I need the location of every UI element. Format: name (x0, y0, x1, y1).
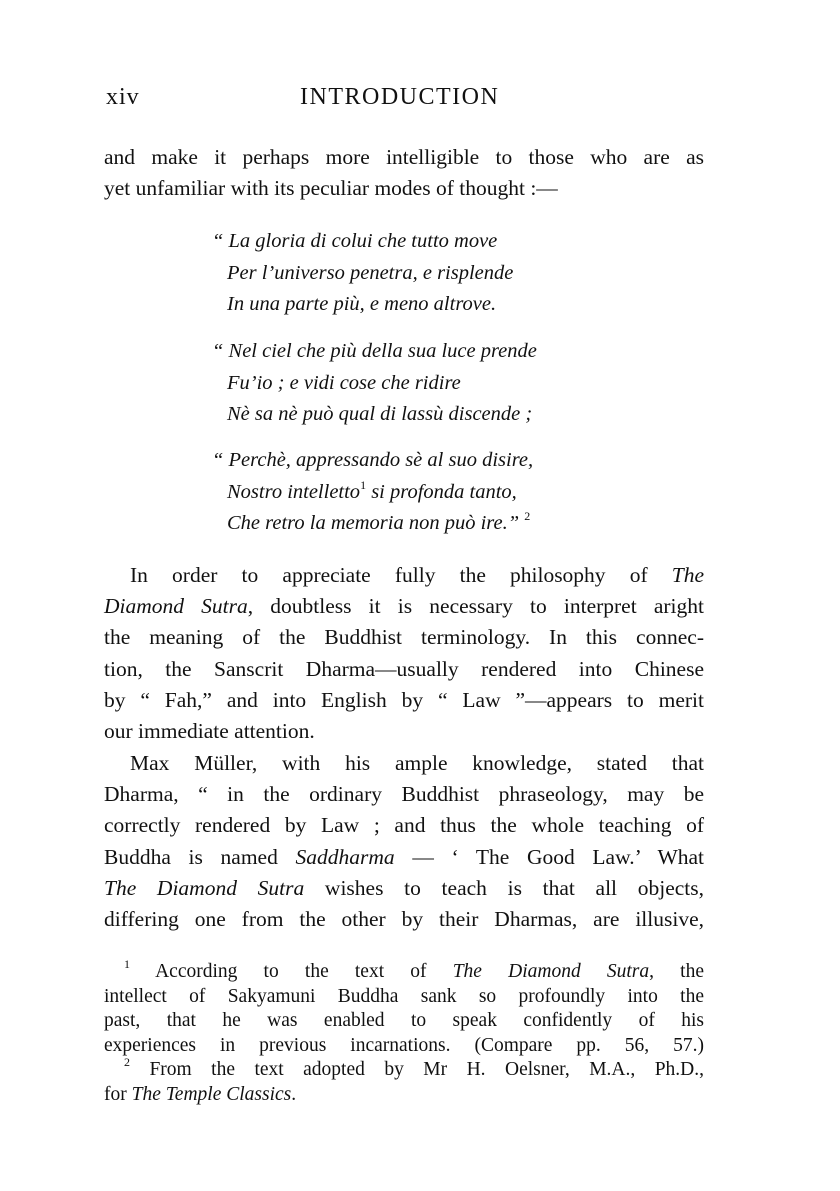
verse-stanza-2 (212, 336, 632, 431)
intro-paragraph (104, 142, 704, 204)
footnote-line: past, that he was enabled to speak confidently of his (104, 1010, 704, 1032)
text-line: differing one from the other by their Dharmas, are illusive, (104, 907, 704, 932)
paragraph-philosophy (104, 560, 704, 747)
verse-text: Che retro la memoria non può ire.” (227, 512, 520, 534)
text-line (104, 873, 704, 904)
footnote-ref-1[interactable]: 1 (360, 477, 367, 492)
term-saddharma: Saddharma (295, 844, 395, 869)
footnote-line (104, 1083, 704, 1108)
verse-stanza-1 (212, 226, 632, 321)
text-line: the meaning of the Buddhist terminology. In this connec- (104, 625, 704, 650)
text-run: According to the text of (130, 961, 453, 982)
footnote-mark-2: 2 (124, 1055, 130, 1070)
footnote-2 (104, 1055, 704, 1083)
text-run: , doubtless it is necessary to interpret aright (247, 594, 704, 619)
text-line: and make it perhaps more intelligible to those who are as (104, 145, 704, 169)
verse-text: si profonda tanto, (366, 480, 517, 503)
text-line: correctly rendered by Law ; and thus the whole teaching of (104, 813, 704, 838)
verse-line: “ La gloria di colui che tutto move (212, 230, 498, 252)
verse-line: “ Nel ciel che più della sua luce prende (212, 340, 537, 362)
verse-line (212, 508, 632, 540)
text-line: Dharma, “ in the ordinary Buddhist phraseology, may be (104, 782, 704, 807)
verse-text: Nostro intelletto (227, 480, 361, 503)
text-run: . (291, 1083, 297, 1105)
verse-line: Nè sa nè può qual di lassù discende ; (227, 403, 533, 425)
page-number: xiv (106, 84, 140, 110)
text-run: In order to appreciate fully the philosophy of (130, 563, 672, 587)
verse-line (212, 477, 632, 509)
text-run: Buddha is named (104, 844, 296, 869)
verse-line: Fu’io ; e vidi cose che ridire (227, 371, 461, 394)
footnote-1 (104, 957, 705, 985)
text-run: for (104, 1083, 132, 1105)
book-title: The (671, 563, 704, 587)
verse-stanza-3 (212, 445, 632, 540)
text-line (104, 560, 704, 591)
book-title: The Diamond Sutra (104, 875, 305, 900)
text-run: From the text adopted by Mr H. Oelsner, M.A., Ph.D., (130, 1059, 704, 1081)
text-run: wishes to teach is that all objects, (304, 875, 704, 900)
running-header (106, 84, 706, 118)
footnote-ref-2[interactable]: 2 (524, 509, 531, 523)
book-title: Diamond Sutra (104, 594, 248, 619)
text-line: Max Müller, with his ample knowledge, stated that (130, 751, 704, 775)
verse-line: “ Perchè, appressando sè al suo disire, (212, 449, 534, 471)
footnotes (104, 957, 705, 1108)
footnote-line: experiences in previous incarnations. (Compare pp. 56, 57.) (104, 1034, 704, 1056)
text-run: — ‘ The Good Law.’ What (394, 844, 704, 869)
footnote-mark-1: 1 (124, 957, 130, 971)
running-title: INTRODUCTION (300, 84, 500, 110)
verse-line: In una parte più, e meno altrove. (227, 293, 497, 315)
text-line (104, 591, 704, 622)
text-line: by “ Fah,” and into English by “ Law ”—appears to merit (104, 687, 704, 712)
book-title: The Temple Classics (131, 1083, 292, 1105)
text-line (104, 842, 704, 873)
footnote-line: intellect of Sakyamuni Buddha sank so profoundly into the (104, 985, 704, 1007)
text-line: yet unfamiliar with its peculiar modes of thought :— (104, 176, 558, 201)
paragraph-max-muller (104, 748, 704, 935)
book-title: The Diamond Sutra (452, 961, 650, 982)
text-run: , the (649, 961, 705, 982)
text-line: our immediate attention. (104, 719, 315, 744)
text-line: tion, the Sanscrit Dharma—usually rendered into Chinese (104, 656, 704, 681)
verse-line: Per l’universo penetra, e risplende (227, 261, 514, 284)
